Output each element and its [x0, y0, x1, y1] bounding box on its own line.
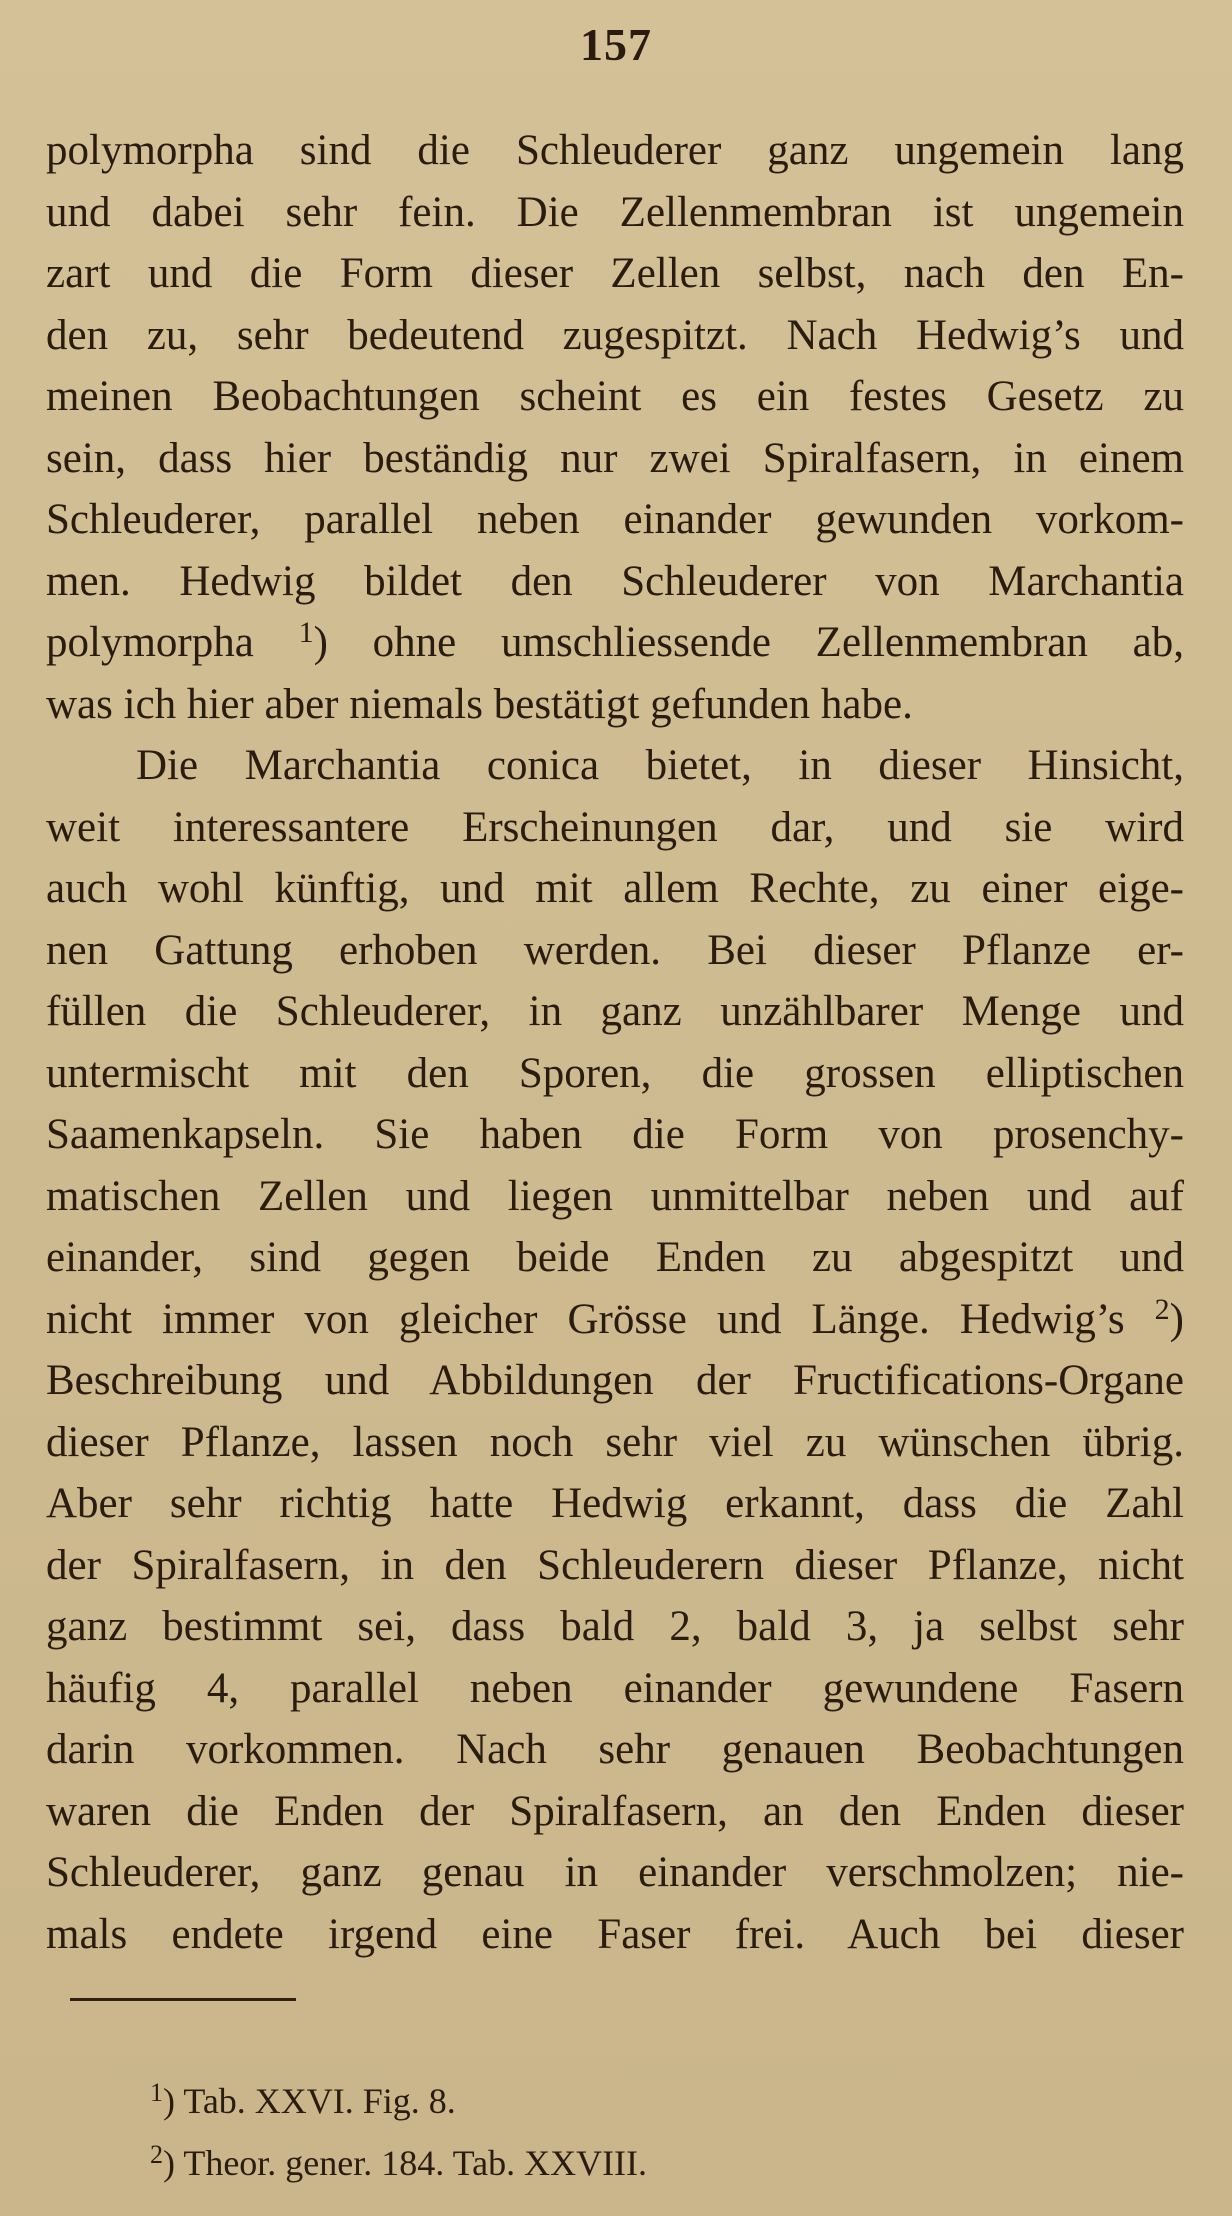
text-line: Beschreibung und Abbildungen der Fructifications-Organe [46, 1357, 1184, 1404]
footnote-text: ) Tab. XXVI. Fig. 8. [163, 2081, 456, 2121]
text-line: meinen Beobachtungen scheint es ein festes Gesetz zu [46, 373, 1184, 420]
text-line: einander, sind gegen beide Enden zu abgespitzt und [46, 1234, 1184, 1281]
text-line: den zu, sehr bedeutend zugespitzt. Nach Hedwig’s und [46, 311, 1184, 359]
text-line: darin vorkommen. Nach sehr genauen Beobachtungen [46, 1726, 1184, 1773]
text-line: auch wohl künftig, und mit allem Rechte, zu einer eige- [46, 865, 1184, 912]
footnote-reference-1: 1 [298, 616, 314, 649]
text-line: häufig 4, parallel neben einander gewundene Fasern [46, 1664, 1184, 1712]
text-line: zart und die Form dieser Zellen selbst, nach den En- [46, 250, 1184, 297]
footnote-reference-2: 2 [1154, 1292, 1170, 1326]
text-line: dieser Pflanze, lassen noch sehr viel zu wünschen übrig. [46, 1418, 1184, 1466]
footnote-text: ) Theor. gener. 184. Tab. XXVIII. [163, 2143, 648, 2183]
footnotes [150, 2070, 1150, 2194]
text-line: Schleuderer, ganz genau in einander verschmolzen; nie- [46, 1849, 1184, 1896]
paragraph-start-line: Die Marchantia conica bietet, in dieser Hinsicht, [136, 742, 1184, 789]
line-text: ) [1169, 1295, 1184, 1343]
text-line: mals endete irgend eine Faser frei. Auch bei dieser [46, 1910, 1184, 1958]
line-text: ) ohne umschliessende Zellenmembran ab, [313, 619, 1184, 666]
text-line: weit interessantere Erscheinungen dar, und sie wird [46, 803, 1184, 851]
body-text [46, 120, 1184, 1965]
footnote-2 [150, 2132, 1150, 2194]
text-line: waren die Enden der Spiralfasern, an den Enden dieser [46, 1787, 1184, 1835]
text-line: Schleuderer, parallel neben einander gewunden vorkom- [46, 496, 1184, 543]
text-line: matischen Zellen und liegen unmittelbar neben und auf [46, 1172, 1184, 1220]
text-line: men. Hedwig bildet den Schleuderer von Marchantia [46, 557, 1184, 605]
text-line: nen Gattung erhoben werden. Bei dieser Pflanze er- [46, 926, 1184, 974]
text-line: und dabei sehr fein. Die Zellenmembran ist ungemein [46, 188, 1184, 236]
text-line-with-footnote-ref [46, 612, 1184, 674]
text-line: Aber sehr richtig hatte Hedwig erkannt, dass die Zahl [46, 1480, 1184, 1527]
text-line: untermischt mit den Sporen, die grossen elliptischen [46, 1049, 1184, 1097]
text-line-with-footnote-ref [46, 1289, 1184, 1351]
line-text: nicht immer von gleicher Grösse und Länge. Hedwig’s [46, 1295, 1155, 1343]
footnote-mark: 2 [150, 2140, 163, 2169]
text-line: füllen die Schleuderer, in ganz unzählbarer Menge und [46, 988, 1184, 1035]
text-line: sein, dass hier beständig nur zwei Spiralfasern, in einem [46, 434, 1184, 482]
text-line: was ich hier aber niemals bestätigt gefunden habe. [46, 680, 913, 728]
footnote-1 [150, 2070, 1150, 2132]
text-line: ganz bestimmt sei, dass bald 2, bald 3, ja selbst sehr [46, 1603, 1184, 1650]
text-line: polymorpha sind die Schleuderer ganz ungemein lang [46, 127, 1184, 174]
footnote-mark: 1 [150, 2078, 163, 2107]
text-line: der Spiralfasern, in den Schleuderern dieser Pflanze, nicht [46, 1541, 1184, 1589]
line-text: polymorpha [46, 619, 299, 666]
footnote-divider [70, 1998, 296, 2001]
text-line: Saamenkapseln. Sie haben die Form von prosenchy- [46, 1111, 1184, 1158]
page-number: 157 [580, 19, 652, 70]
